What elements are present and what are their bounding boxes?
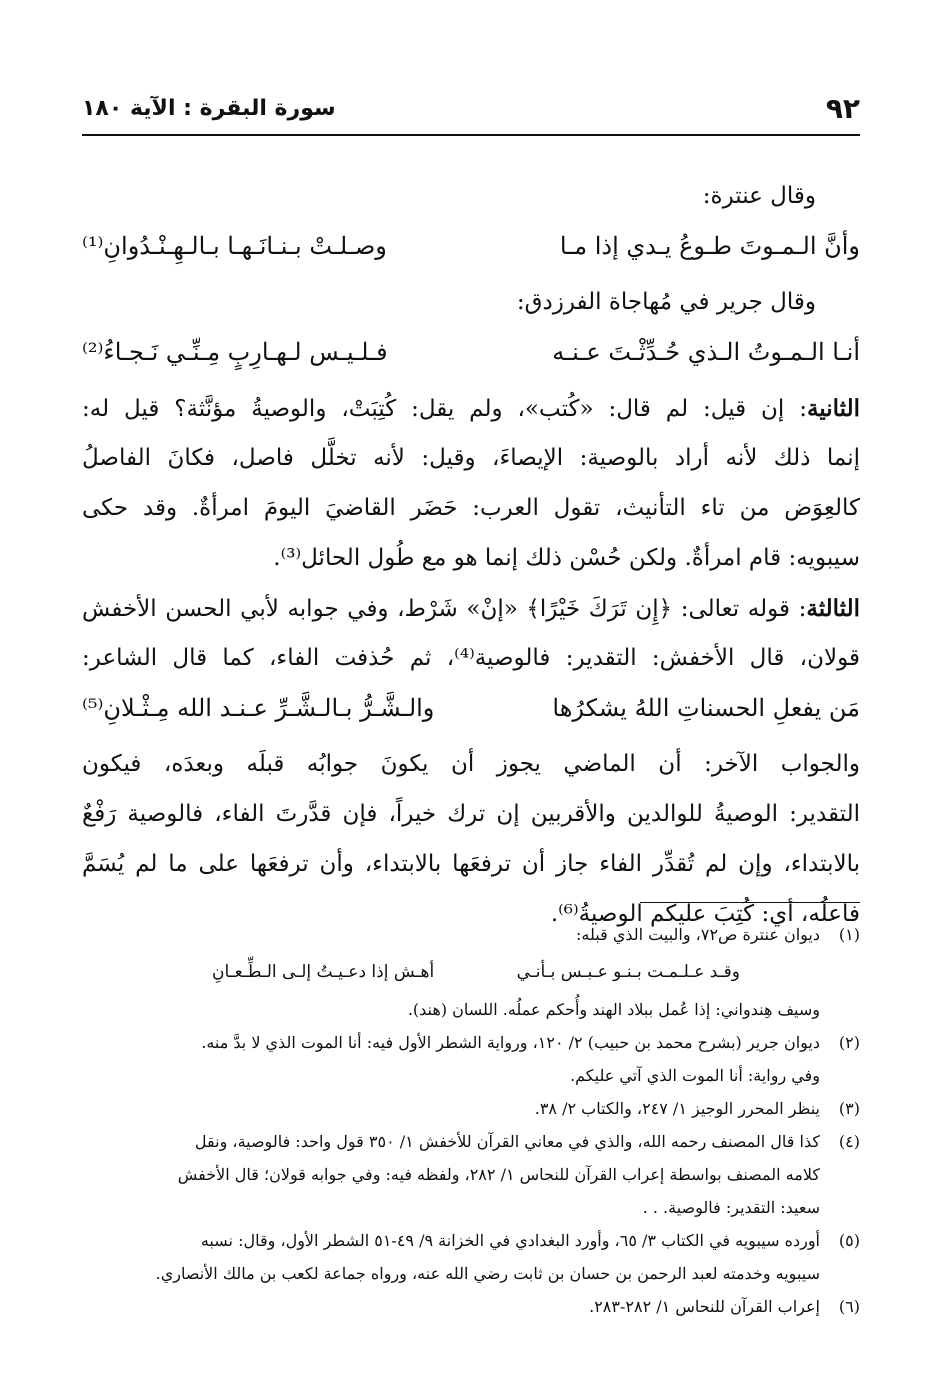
paragraph-line: كالعِوَض من تاء التأنيث، تقول العرب: حَضَر القاضيَ اليومَ امرأةٌ. وقد حكى [82,495,860,521]
verse-jarir [82,328,860,384]
paragraph-line: فاعلُه، أي: كُتِبَ عليكم الوصيةُ⁽⁶⁾. [550,901,860,927]
verse-second-hemistich: والـشَّـرُّ بـالـشَّـرِّ عـنـد الله مِـثْـلانِ⁽⁵⁾ [82,694,435,722]
footnote-3 [82,1092,860,1125]
paragraph-line: قولان، قال الأخفش: التقدير: فالوصية⁽⁴⁾، ثم حُذفت الفاء، كما قال الشاعر: [82,645,860,671]
footnote-text: ديوان عنترة ص٧٢، والبيت الذي قبله: [576,925,820,944]
verse-second-hemistich: أهـش إذا دعـيـتُ إلـى الـطِّـعـانِ [212,962,435,982]
footnotes [82,918,860,1323]
running-title: سورة البقرة : الآية ١٨٠ [82,95,336,121]
footnote-text: أورده سيبويه في الكتاب ٣/ ٦٥، وأورد البغدادي في الخزانة ٩/ ٤٩-٥١ الشطر الأول، وقال: نسبه [200,1231,820,1250]
footnote-number: (٤) [838,1132,860,1151]
section-lead: الثانية [806,395,860,422]
text-line: وقال عنترة: [702,183,816,209]
text-line: وقال جرير في مُهاجاة الفرزدق: [516,289,816,315]
footnote-separator [640,902,860,903]
footnote-5 [82,1224,860,1257]
verse-first-hemistich: وأنَّ الـمـوتَ طـوعُ يـدي إذا مـا [559,232,860,260]
verse-first-hemistich: مَن يفعلِ الحسناتِ اللهُ يشكرُها [552,694,860,722]
footnote-4 [82,1125,860,1158]
paragraph-line: بالابتداء، وإن لم تُقدِّر الفاء جاز أن ترفعَها بالابتداء، وأن ترفعَها على ما لم يُسَمَّ [82,851,860,877]
footnote-6 [82,1290,860,1323]
main-text [82,172,860,940]
paragraph-line: الثانية: إن قيل: لم قال: «كُتب»، ولم يقل: كُتِبَتْ، والوصيةُ مؤنَّثة؟ قيل له: [82,395,860,422]
verse-first-hemistich: أنـا الـمـوتُ الـذي حُـدِّثْـتَ عـنـه [552,338,860,366]
verse-first-hemistich: وقـد عـلـمـت بـنـو عـبـس بـأنـي [516,962,740,982]
paragraph-line: سيبويه: قام امرأةٌ. ولكن حُسْن ذلك إنما هو مع طُول الحائل⁽³⁾. [273,545,860,571]
footnote-text: وفي رواية: أنا الموت الذي آتي عليكم. [570,1066,820,1085]
footnote-number: (٣) [838,1099,860,1118]
footnote-text: ديوان جرير (بشرح محمد بن حبيب) ٢/ ١٢٠، ورواية الشطر الأول فيه: أنا الموت الذي لا بدَّ منه. [201,1033,820,1052]
footnote-verse [82,951,860,993]
page-number: ٩٢ [825,91,860,125]
verse-shahid [82,684,860,740]
footnote-text: كذا قال المصنف رحمه الله، والذي في معاني القرآن للأخفش ١/ ٣٥٠ قول واحد: فالوصية، ونقل [194,1132,820,1151]
paragraph-line: التقدير: الوصيةُ للوالدين والأقربين إن ترك خيراً، فإن قدَّرتَ الفاء، فالوصية رَفْعٌ [82,801,860,827]
footnote-1 [82,918,860,951]
footnote-number: (٥) [838,1231,860,1250]
footnote-text: ينظر المحرر الوجيز ١/ ٢٤٧، والكتاب ٢/ ٣٨. [534,1099,820,1118]
verse-second-hemistich: وصـلـتْ بـنـانَـهـا بـالـهِـنْـدُوانِ⁽¹⁾ [82,232,387,260]
verse-second-hemistich: فـلـيـس لـهـارِبٍ مِـنِّـي نَـجـاءُ⁽²⁾ [82,338,388,366]
paragraph-line: إنما ذلك لأنه أراد بالوصية: الإيصاءَ، وقيل: لأنه تخلَّل فاصل، فكانَ الفاصلُ [82,445,860,471]
footnote-text: سيبويه وخدمته لعبد الرحمن بن حسان بن ثابت رضي الله عنه، ورواه جماعة لكعب بن مالك الأنصاري. [155,1264,820,1283]
header-rule [82,134,860,136]
footnote-number: (١) [838,925,860,944]
paragraph-line: والجواب الآخر: أن الماضي يجوز أن يكونَ جوابُه قبلَه وبعدَه، فيكون [82,751,860,777]
footnote-2 [82,1026,860,1059]
paragraph-line: الثالثة: قوله تعالى: ﴿إِن تَرَكَ خَيْرًا﴾ «إنْ» شَرْط، وفي جوابه لأبي الحسن الأخفش [82,595,860,622]
footnote-text: كلامه المصنف بواسطة إعراب القرآن للنحاس ١/ ٢٨٢، ولفظه فيه: وفي جوابه قولان؛ قال الأخفش [177,1165,820,1184]
footnote-text: سعيد: التقدير: فالوصية. . . [642,1198,820,1217]
footnote-text: وسيف هِندواني: إذا عُمل ببلاد الهند وأُحكم عملُه. اللسان (هند). [407,1000,820,1019]
footnote-number: (٦) [838,1297,860,1316]
section-lead: الثالثة [806,595,860,622]
verse-antara [82,222,860,278]
footnote-number: (٢) [838,1033,860,1052]
footnote-text: إعراب القرآن للنحاس ١/ ٢٨٢-٢٨٣. [589,1297,820,1316]
running-header [82,88,860,128]
